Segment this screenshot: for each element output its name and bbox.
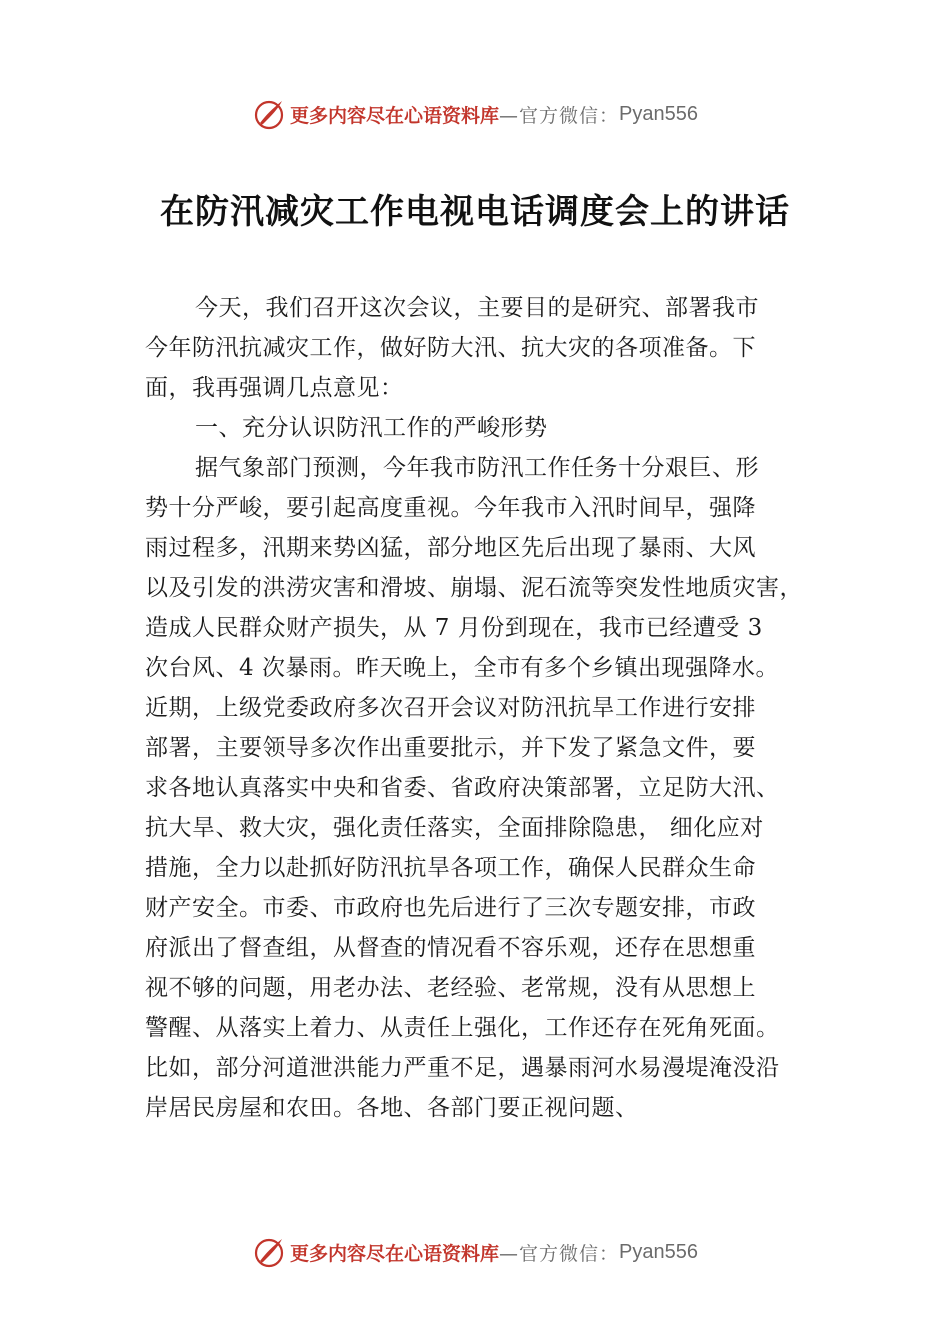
body-line: 视不够的问题，用老办法、老经验、老常规，没有从思想上 xyxy=(145,975,756,1001)
body-line: 势十分严峻，要引起高度重视。今年我市入汛时间早，强降 xyxy=(145,495,756,521)
section-heading: 一、充分认识防汛工作的严峻形势 xyxy=(195,415,548,441)
body-line: 财产安全。市委、市政府也先后进行了三次专题安排，市政 xyxy=(145,895,756,921)
banner-official-text: —官方微信： xyxy=(499,104,620,127)
body-line: 警醒、从落实上着力、从责任上强化，工作还存在死角死面。 xyxy=(145,1015,780,1041)
body-line: 今天，我们召开这次会议，主要目的是研究、部署我市 xyxy=(195,295,759,321)
banner-brand-text: 更多内容尽在心语资料库 xyxy=(290,104,500,127)
body-line: 岸居民房屋和农田。各地、各部门要正视问题、 xyxy=(145,1095,639,1121)
body-line: 今年防汛抗减灾工作，做好防大汛、抗大灾的各项准备。下 xyxy=(145,335,756,361)
body-line: 造成人民群众财产损失，从 7 月份到现在，我市已经遭受 3 xyxy=(145,615,763,641)
body-line: 雨过程多，汛期来势凶猛，部分地区先后出现了暴雨、大风 xyxy=(145,535,756,561)
body-line: 近期，上级党委政府多次召开会议对防汛抗旱工作进行安排 xyxy=(145,695,756,721)
document-body xyxy=(145,288,835,1128)
body-line: 面，我再强调几点意见： xyxy=(145,375,404,401)
banner-wechat-id: Pyan556 xyxy=(619,102,698,125)
body-line: 抗大旱、救大灾，强化责任落实，全面排除隐患， 细化应对 xyxy=(145,815,764,841)
banner-brand-text: 更多内容尽在心语资料库 xyxy=(290,1242,500,1265)
footer-banner xyxy=(0,1232,950,1272)
body-line: 次台风、4 次暴雨。昨天晚上，全市有多个乡镇出现强降水。 xyxy=(145,655,779,681)
banner-wechat-id: Pyan556 xyxy=(619,1240,698,1263)
body-line: 以及引发的洪涝灾害和滑坡、崩塌、泥石流等突发性地质灾害， xyxy=(145,575,803,601)
quill-pen-logo-icon xyxy=(252,97,286,131)
body-line: 求各地认真落实中央和省委、省政府决策部署，立足防大汛、 xyxy=(145,775,780,801)
quill-pen-logo-icon xyxy=(252,1235,286,1269)
body-line: 据气象部门预测，今年我市防汛工作任务十分艰巨、形 xyxy=(195,455,759,481)
body-line: 比如，部分河道泄洪能力严重不足，遇暴雨河水易漫堤淹没沿 xyxy=(145,1055,780,1081)
body-line: 部署，主要领导多次作出重要批示，并下发了紧急文件，要 xyxy=(145,735,756,761)
body-line: 府派出了督查组，从督查的情况看不容乐观，还存在思想重 xyxy=(145,935,756,961)
banner-official-text: —官方微信： xyxy=(499,1242,620,1265)
header-banner xyxy=(0,94,950,134)
document-title: 在防汛减灾工作电视电话调度会上的讲话 xyxy=(160,192,790,232)
body-line: 措施，全力以赴抓好防汛抗旱各项工作，确保人民群众生命 xyxy=(145,855,756,881)
